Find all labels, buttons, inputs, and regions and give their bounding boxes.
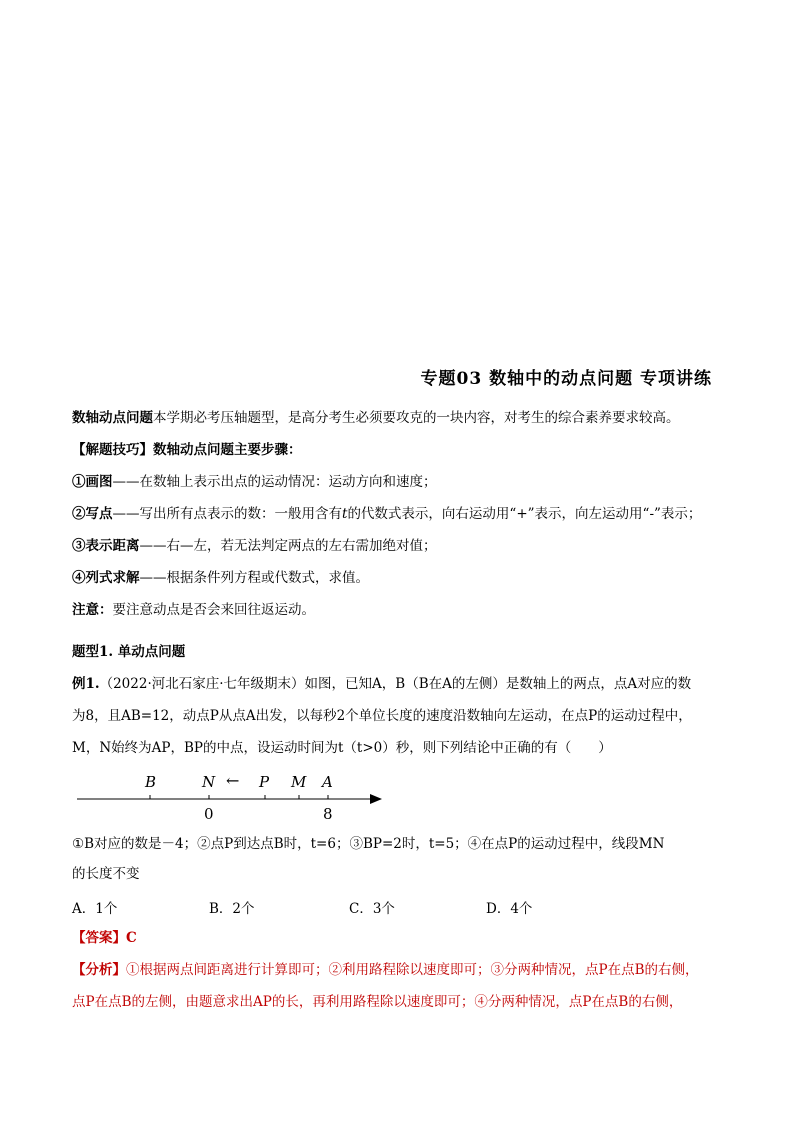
step-4-text: ——根据条件列方程或代数式，求值。 — [139, 570, 369, 586]
option-a: A．1个 — [72, 901, 118, 917]
step-3 — [72, 536, 437, 556]
tick-label-8: 8 — [323, 805, 333, 823]
note-text: 要注意动点是否会来回往返运动。 — [112, 602, 315, 618]
step-2-label: ②写点 — [72, 506, 113, 522]
answer-value: C — [126, 930, 137, 946]
example-line-2: 为8，且AB=12，动点P从点A出发，以每秒2个单位长度的速度沿数轴向左运动，在点P的运动过程中， — [72, 708, 692, 724]
point-label-a: A — [322, 773, 333, 791]
step-4-label: ④列式求解 — [72, 570, 140, 586]
step-2-var: t — [342, 506, 348, 522]
analysis-line-1 — [72, 960, 699, 980]
answer — [72, 928, 137, 948]
tips-heading — [72, 440, 302, 460]
step-4 — [72, 568, 369, 588]
example-line-3: M，N始终为AP，BP的中点，设运动时间为t（t>0）秒，则下列结论中正确的有（ ） — [72, 740, 612, 756]
answer-label: 【答案】 — [72, 930, 126, 946]
step-3-text: ——右—左，若无法判定两点的左右需加绝对值； — [139, 538, 437, 554]
step-2-text-b: 的代数式表示，向右运动用“+”表示，向左运动用“-”表示； — [347, 506, 702, 522]
option-b: B．2个 — [209, 901, 255, 917]
intro-paragraph — [72, 408, 680, 428]
analysis-line-2: 点P在点B的左侧，由题意求出AP的长，再利用路程除以速度即可；④分两种情况，点P在点B的右侧， — [72, 994, 683, 1010]
analysis-label: 【分析】 — [72, 962, 126, 978]
intro-text: 本学期必考压轴题型，是高分考生必须要攻克的一块内容，对考生的综合素养要求较高。 — [153, 410, 680, 426]
step-1-label: ①画图 — [72, 474, 113, 490]
step-2 — [72, 504, 701, 524]
left-arrow: ← — [226, 771, 240, 790]
analysis-text-1: ①根据两点间距离进行计算即可；②利用路程除以速度即可；③分两种情况，点P在点B的右侧， — [126, 962, 699, 978]
tick-label-0: 0 — [204, 805, 214, 823]
number-line-arrowhead — [370, 794, 382, 804]
point-label-b: B — [145, 773, 157, 791]
tips-text: 数轴动点问题主要步骤： — [153, 442, 302, 458]
point-label-m: M — [291, 773, 307, 791]
intro-bold: 数轴动点问题 — [72, 410, 153, 426]
example-line-1 — [72, 674, 691, 694]
step-1-text: ——在数轴上表示出点的运动情况：运动方向和速度； — [112, 474, 437, 490]
step-2-text-a: ——写出所有点表示的数：一般用含有 — [112, 506, 342, 522]
statements-line-2: 的长度不变 — [72, 866, 140, 882]
option-d: D．4个 — [486, 901, 533, 917]
note — [72, 600, 315, 620]
option-c: C．3个 — [349, 901, 395, 917]
page-title: 专题03 数轴中的动点问题 专项讲练 — [420, 369, 712, 389]
section-heading: 题型1. 单动点问题 — [72, 644, 186, 660]
number-line-figure — [0, 765, 794, 825]
example-label: 例1. — [72, 676, 100, 692]
step-1 — [72, 472, 437, 492]
statements-line-1: ①B对应的数是－4；②点P到达点B时，t=6；③BP=2时，t=5；④在点P的运动过程中，线段MN — [72, 836, 665, 852]
point-label-p: P — [259, 773, 270, 791]
tips-bracket: 【解题技巧】 — [72, 442, 153, 458]
note-label: 注意： — [72, 602, 113, 618]
point-label-n: N — [202, 773, 216, 791]
example-text-1: （2022·河北石家庄·七年级期末）如图，已知A，B（B在A的左侧）是数轴上的两点，点A对应的数 — [99, 676, 692, 692]
step-3-label: ③表示距离 — [72, 538, 140, 554]
